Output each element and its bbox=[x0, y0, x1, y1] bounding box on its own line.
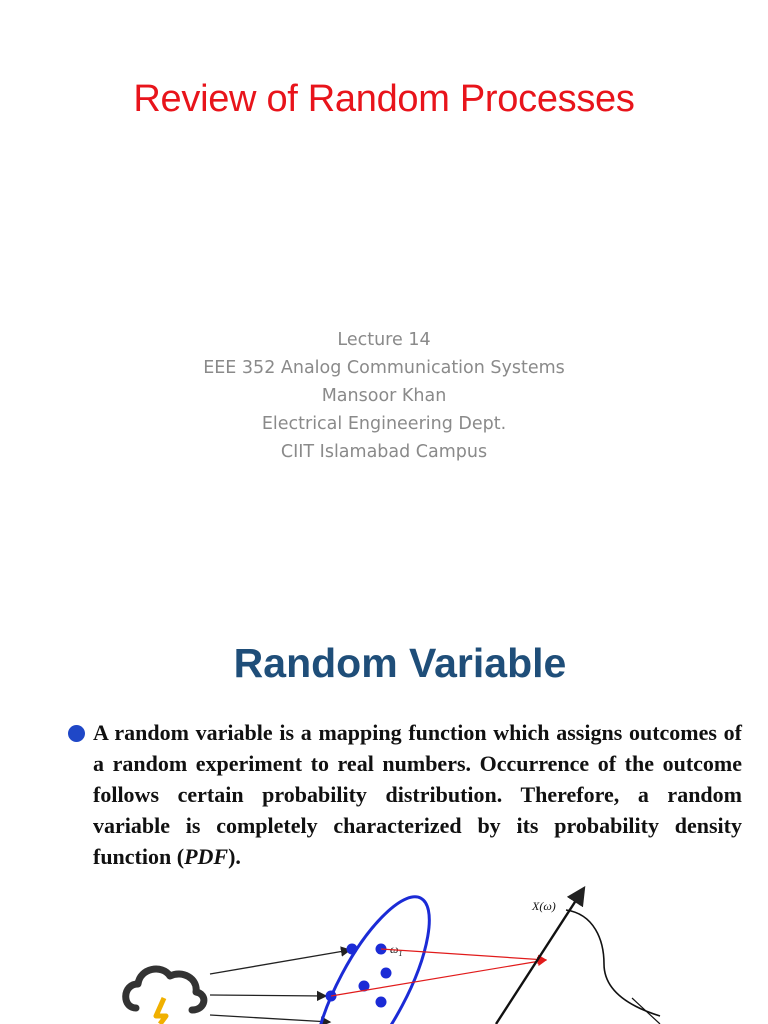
bullet-text bbox=[93, 717, 742, 872]
pdf-curve bbox=[566, 910, 660, 1016]
outcome-point bbox=[347, 944, 358, 955]
bullet-text-emphasis: PDF bbox=[184, 844, 229, 869]
subtitle-campus: CIIT Islamabad Campus bbox=[280, 442, 488, 462]
sample-space-ellipse bbox=[293, 882, 451, 1024]
arrow-to-outcome-2 bbox=[210, 995, 326, 996]
slide-random-variable bbox=[0, 600, 768, 1024]
mapping-line-2 bbox=[331, 960, 546, 996]
subtitle-course: EEE 352 Analog Communication Systems bbox=[203, 358, 565, 378]
outcome-point bbox=[376, 997, 387, 1008]
random-variable-diagram bbox=[0, 880, 768, 1024]
outcome-point bbox=[381, 968, 392, 979]
mapping-line-1 bbox=[381, 949, 546, 960]
bullet-item bbox=[68, 717, 742, 872]
bullet-text-end: ). bbox=[228, 844, 241, 869]
mapping-label: X(ω) bbox=[532, 899, 556, 913]
bullet-dot-icon bbox=[68, 725, 85, 742]
slide-heading: Random Variable bbox=[233, 640, 567, 686]
subtitle-block bbox=[0, 326, 768, 466]
arrow-to-outcome-1 bbox=[210, 950, 350, 974]
subtitle-author: Mansoor Khan bbox=[321, 386, 447, 406]
pdf-axis bbox=[632, 998, 660, 1024]
subtitle-lecture: Lecture 14 bbox=[337, 330, 431, 350]
lightning-icon bbox=[156, 998, 166, 1024]
subtitle-dept: Electrical Engineering Dept. bbox=[261, 414, 507, 434]
slide-title-heading: Review of Random Processes bbox=[133, 78, 635, 120]
arrow-to-outcome-3 bbox=[210, 1015, 330, 1022]
outcome-label: $\omega_1$ bbox=[390, 942, 403, 958]
weather-cloud-icon bbox=[126, 969, 204, 1010]
bullet-text-main: A random variable is a mapping function which assigns outcomes of a random experiment to real numbers. Occurrence of the outcome follows certain probability distribution. Therefore, a random variable is completely characterized by its probability density function ( bbox=[93, 720, 742, 869]
